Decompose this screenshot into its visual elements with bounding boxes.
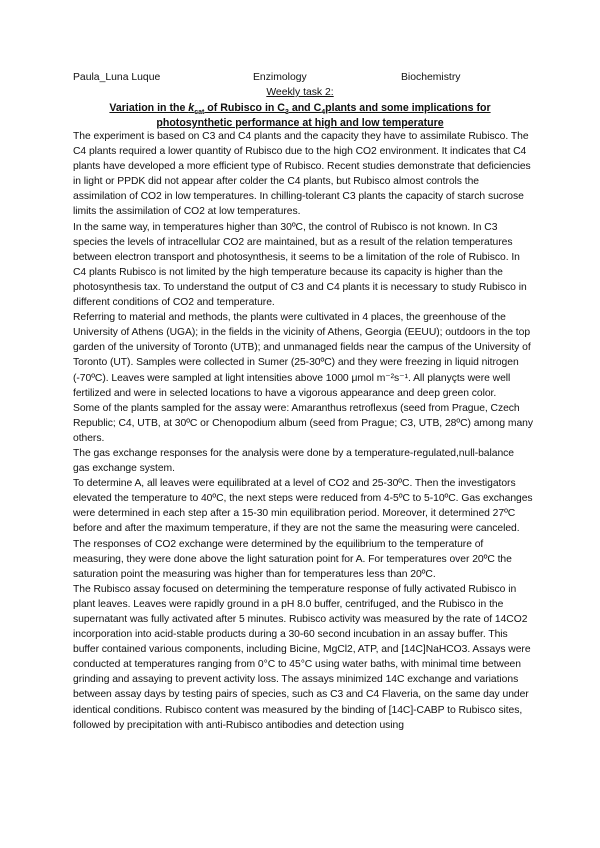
title-part-3: and C [288, 102, 322, 114]
paragraph-equilibration: To determine A, all leaves were equilibrated at a level of CO2 and 25-30ºC. Then the investigators elevated the temperature to 40ºC, the next steps were reduced from 4-5ºC to 5-10ºC. Gas exchanges were determined in each step after a 15-30 min equilibration period. Moreover, it determined 27ºC before and after the maximum temperature, if they are not the same the measuring were canceled. The responses of CO2 exchange were determined by the equilibrium to the temperature of measuring, they were done above the light saturation point for A. For temperatures over 20ºC the saturation point the measuring was higher than for temperatures less than 20ºC. [73, 478, 533, 580]
paragraph-gas-exchange: The gas exchange responses for the analysis were done by a temperature-regulated,null-balance gas exchange system. [73, 447, 514, 475]
paragraph-rubisco-assay: The Rubisco assay focused on determining the temperature response of fully activated Rubisco in plant leaves. Leaves were rapidly ground in a pH 8.0 buffer, centrifuged, and the Rubisco in the supernatant was fully activated after 5 minutes. Rubisco activity was measured by the rate of 14CO2 incorporation into acid-stable products during a 30-60 second incubation in an assay buffer. This buffer contained various components, including Bicine, MgCl2, ATP, and [14C]NaHCO3. Assays were conducted at temperatures ranging from 0°C to 45°C using water baths, with minimal time between grinding and assaying to prevent activity loss. The assays minimized 14C exchange and variations between assay days by testing pairs of species, such as C3 and C4 Flaveria, on the same day under identical conditions. Rubisco content was measured by the binding of [14C]-CABP to Rubisco sites, followed by precipitation with anti-Rubisco antibodies and detection using [73, 583, 531, 731]
title-part-2: of Rubisco in C [204, 102, 285, 114]
author-name: Paula_Luna Luque [73, 72, 161, 83]
title-c4-sub: 4 [321, 109, 326, 117]
subject-name: Enzimology [253, 72, 307, 83]
body-text [73, 129, 533, 733]
title-part-4: plants and some implications for photosynthetic performance at high and low temperature [156, 102, 491, 129]
field-name: Biochemistry [401, 72, 461, 83]
title-part-1: Variation in the [109, 102, 189, 114]
paragraph-high-temperature: In the same way, in temperatures higher than 30ºC, the control of Rubisco is not known. In C3 species the levels of intracellular CO2 are maintained, but as a result of the relation temperatures between electron transport and photosynthesis, it seems to be a limitation of the role of Rubisco. In C4 plants Rubisco is not limited by the high temperature because its capacity is higher than the photosynthesis tax. To understand the output of C3 and C4 plants it is necessary to study Rubisco in different conditions of CO2 and temperature. [73, 221, 527, 309]
title-kcat-sub: cat [194, 109, 205, 117]
title-kcat-k: k [188, 102, 195, 114]
document-title [73, 101, 527, 130]
paragraph-plant-samples: Some of the plants sampled for the assay were: Amaranthus retroflexus (seed from Prague, Czech Republic; C4, UTB, at 30ºC or Chenopodium album (seed from Prague; C3, UTB, 28ºC) among many others. [73, 402, 534, 444]
paragraph-materials-methods: Referring to material and methods, the plants were cultivated in 4 places, the greenhouse of the University of Athens (UGA); in the fields in the vicinity of Athens, Georgia (EEUU); outdoors in the top garden of the university of Toronto (UTB); and unmanaged fields near the campus of the University of Toronto (UT). Samples were collected in Sumer (25-30ºC) and they were freezing in liquid nitrogen (-70ºC). Leaves were sampled at light intensities above 1000 μmol m⁻²s⁻¹. All planyçts were well fertilized and were in selected locations to have a vigorous appearance and deep green color. [73, 312, 531, 399]
title-c3-sub: 3 [284, 109, 289, 117]
paragraph-intro: The experiment is based on C3 and C4 plants and the capacity they have to assimilate Rubisco. The C4 plants required a lower quantity of Rubisco due to the high CO2 environment. It indicates that C4 plants have developed a more efficient type of Rubisco. Recent studies demonstrate that deficiencies in light or PPDK did not appear after colder the C4 plants, but Rubisco almost controls the assimilation of CO2 in low temperatures. In chilling-tolerant C3 plants the capacity of starch sucrose limits the assimilation of CO2 at low temperatures. [73, 131, 531, 218]
task-label: Weekly task 2: [266, 87, 334, 98]
